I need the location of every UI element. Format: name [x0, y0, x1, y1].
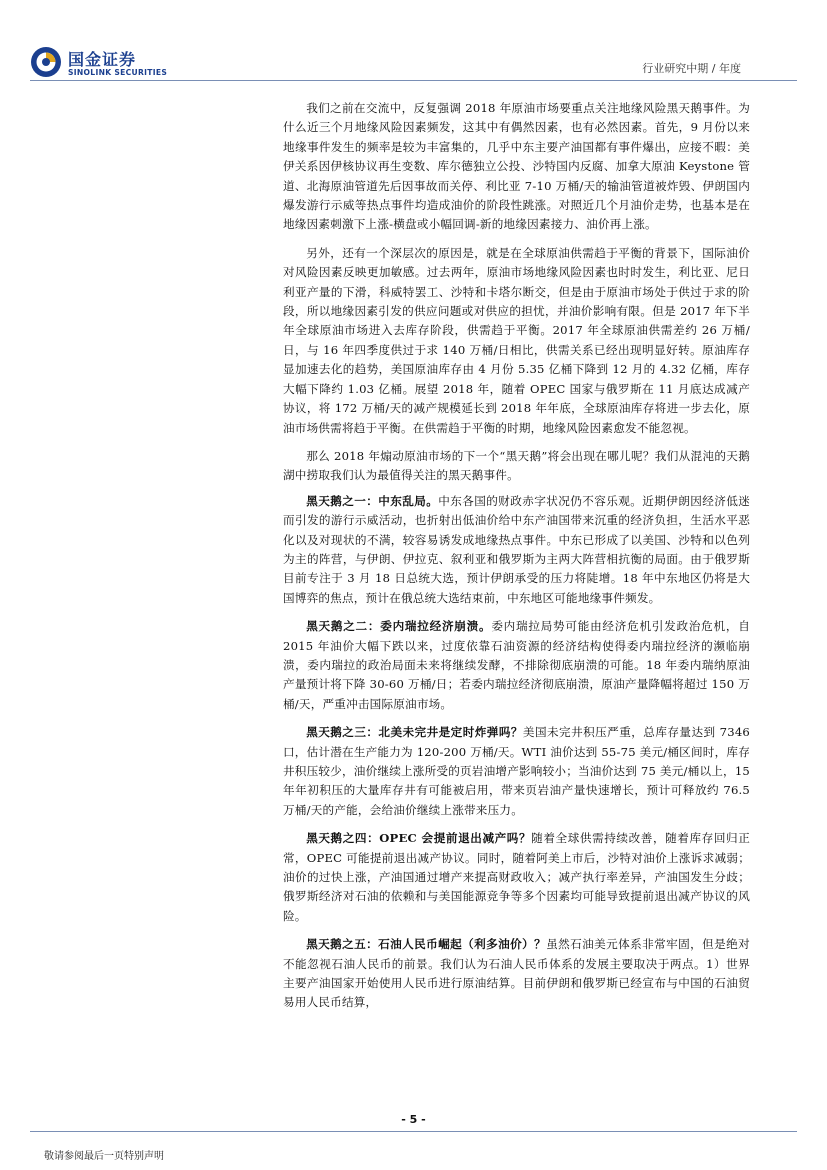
- black-swan-4-heading: 黑天鹅之四：OPEC 会提前退出减产吗？: [306, 831, 532, 846]
- black-swan-5-heading: 黑天鹅之五：石油人民币崛起（利多油价）？: [306, 937, 547, 952]
- paragraph-geopolitical-risk: 我们之前在交流中，反复强调 2018 年原油市场要重点关注地缘风险黑天鹅事件。为什么近三个月地缘风险因素频发，这其中有偶然因素，也有必然因素。首先，9 月份以来地缘事件发生的频率是较为丰富集的，几乎中东主要产油国都有事件爆出，应接不暇：美伊关系因伊核协议再生变数、库尔德独立公投、沙特国内反腐、加拿大原油 Keystone 管道、北海原油管道先后因事故而关停、利比亚 7-10 万桶/天的输油管道被炸毁、伊朗国内爆发游行示威等热点事件均造成油价的阶段性跳涨。对照近几个月油价走势，也基本是在地缘因素刺激下上涨-横盘或小幅回调-新的地缘因素接力、油价再上涨。: [283, 101, 750, 232]
- disclaimer-note: 敬请参阅最后一页特别声明: [44, 1151, 164, 1162]
- report-body: [283, 99, 750, 1022]
- black-swan-1-text: 中东各国的财政赤字状况仍不容乐观。近期伊朗因经济低迷而引发的游行示威活动，也折射出低油价给中东产油国带来沉重的经济负担，生活水平恶化以及对现状的不满，较容易诱发成地缘热点事件。中东已形成了以美国、沙特和以色列为主的阵营，与伊朗、伊拉克、叙利亚和俄罗斯为主两大阵营相抗衡的局面。由于俄罗斯目前专注于 3 月 18 日总统大选，预计伊朗承受的压力将陡增。18 年中东地区仍将是大国博弈的焦点，预计在俄总统大选结束前，中东地区可能地缘事件频发。: [283, 493, 751, 605]
- paragraph-supply-demand-balance: 另外，还有一个深层次的原因是，就是在全球原油供需趋于平衡的背景下，国际油价对风险因素反映更加敏感。过去两年，原油市场地缘风险因素也时时发生，利比亚、尼日利亚产量的下滑，科威特罢工、沙特和卡塔尔断交，但是由于原油市场处于供过于求的阶段，所以地缘因素引发的供应问题或对供应的担忧，并油价影响有限。但是 2017 年下半年全球原油市场进入去库存阶段，供需趋于平衡。2017 年全球原油供需差约 26 万桶/日，与 16 年四季度供过于求 140 万桶/日相比，供需关系已经出现明显好转。原油库存显加速去化的趋势，美国原油库存由 4 月份 5.35 亿桶下降到 12 月的 4.32 亿桶，库存大幅下降约 1.03 亿桶。展望 2018 年，随着 OPEC 国家与俄罗斯在 11 月底达成减产协议，将 172 万桶/天的减产规模延长到 2018 年年底，全球原油库存将进一步去化，原油市场供需将趋于平衡。在供需趋于平衡的时期，地缘风险因素愈发不能忽视。: [283, 245, 750, 435]
- black-swan-4-text: 随着全球供需持续改善，随着库存回归正常，OPEC 可能提前退出减产协议。同时，随着阿美上市后，沙特对油价上涨诉求减弱；油价的过快上涨，产油国通过增产来提高财政收入；减产执行率差异，产油国发生分歧；俄罗斯经济对石油的依赖和与美国能源竞争等多个因素均可能导致提前退出减产协议的风险。: [283, 831, 750, 923]
- paragraph-black-swan-5: [283, 935, 750, 1013]
- black-swan-1-heading: 黑天鹅之一：中东乱局。: [306, 493, 439, 508]
- page-number: - 5 -: [401, 1113, 426, 1126]
- footer-divider: [30, 1131, 797, 1132]
- black-swan-2-text: 委内瑞拉局势可能由经济危机引发政治危机，自 2015 年油价大幅下跌以来，过度依靠石油资源的经济结构使得委内瑞拉经济的濒临崩溃，委内瑞拉的政治局面未来将继续发酵，不排除彻底崩溃的可能。18 年委内瑞纳原油产量预计将下降 30-60 万桶/日；若委内瑞拉经济彻底崩溃，原油产量降幅将超过 150 万桶/天，严重冲击国际原油市场。: [283, 619, 750, 711]
- sinolink-logo: [30, 46, 190, 80]
- black-swan-5-text: 虽然石油美元体系非常牢固，但是绝对不能忽视石油人民币的前景。我们认为石油人民币体系的发展主要取决于两点。1）世界主要产油国家开始使用人民币进行原油结算。目前伊朗和俄罗斯已经宣布与中国的石油贸易用人民币结算，: [283, 937, 750, 1010]
- black-swan-3-text: 美国未完井积压严重，总库存量达到 7346 口，估计潜在生产能力为 120-200 万桶/天。WTI 油价达到 55-75 美元/桶区间时，库存井积压较少，油价继续上涨所受的页岩油增产影响较小；当油价达到 75 美元/桶以上，15 年年初积压的大量库存井有可能被启用，带来页岩油产量快速增长，预计可释放约 76.5 万桶/天的产能，会给油价继续上涨带来压力。: [283, 725, 750, 817]
- page-header: [0, 0, 827, 90]
- paragraph-black-swan-1: [283, 492, 750, 608]
- black-swan-2-heading: 黑天鹅之二：委内瑞拉经济崩溃。: [306, 619, 492, 634]
- logo-chinese-name: 国金证券: [68, 50, 137, 69]
- paragraph-next-black-swan: 那么 2018 年煽动原油市场的下一个“黑天鹅”将会出现在哪儿呢？我们从混沌的天鹅湖中捞取我们认为最值得关注的黑天鹅事件。: [283, 448, 750, 483]
- sinolink-logo-mark-icon: [30, 46, 62, 78]
- header-divider: [30, 80, 797, 81]
- paragraph-black-swan-2: [283, 617, 750, 714]
- report-type-label: 行业研究中期 / 年度: [642, 62, 741, 75]
- paragraph-black-swan-3: [283, 723, 750, 820]
- black-swan-3-heading: 黑天鹅之三：北美未完井是定时炸弹吗？: [306, 725, 523, 740]
- paragraph-black-swan-4: [283, 829, 750, 926]
- logo-english-name: SINOLINK SECURITIES: [68, 68, 168, 77]
